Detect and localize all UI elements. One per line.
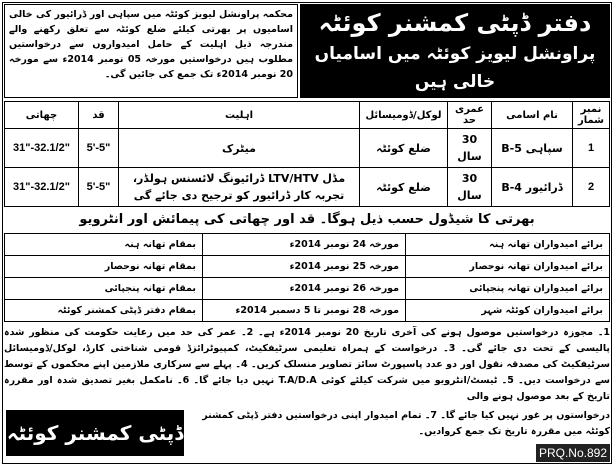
notes-main: 1۔ مجوزہ درخواستیں موصول ہونے کی آخری تاریخ 20 نومبر 2014ء ہے۔ 2۔ عمر کی حد میں رعایت حکومت کی منظور شدہ پالیسی کے تحت دی جائے گی۔ 3۔ درخواست کے ہمراہ تعلیمی سرٹیفکیٹ، کمپیوٹرائزڈ قومی شناختی کارڈ، لوکل/ڈومیسائل سرٹیفکیٹ کی مصدقہ نقول اور دو عدد پاسپورٹ سائز تصاویر منسلک کریں۔ 4۔ پہلے سے سرکاری ملازمین اپنے محکموں کے توسط سے درخواست دیں۔ 5۔ ٹیسٹ/انٹرویو میں شرکت کیلئے کوئی T.A/D.A نہیں دیا جائے گا۔ 6۔ نامکمل بغیر تصدیق شدہ اور مقررہ تاریخ کے بعد موصول ہونے والی: [4, 327, 611, 402]
bottom-section: [4, 408, 610, 462]
cell: برائے امیدواران کوئٹہ شہر: [406, 300, 610, 322]
cell: مورخہ 24 نومبر 2014ء: [203, 234, 406, 256]
signature-block: ڈپٹی کمشنر کوئٹہ: [6, 410, 184, 456]
prq-number: PRQ.No.892: [536, 444, 610, 462]
cell: بمقام دفتر ڈپٹی کمشنر کوئٹہ: [5, 300, 203, 322]
notes-last: درخواستوں پر غور نہیں کیا جائے گا۔ 7۔ تمام امیدوار اپنی درخواستیں دفتر ڈپٹی کمشنر کوئٹہ میں مقررہ تاریخ تک جمع کروادیں۔: [202, 410, 610, 437]
table-header-row: [5, 102, 610, 129]
table-row: [5, 278, 610, 300]
col-header: عمری حد: [448, 102, 492, 129]
ad-border: [2, 2, 612, 464]
cell: برائے امیدواران تھانہ ہنہ: [406, 234, 610, 256]
cell: سپاہی B-5: [492, 129, 573, 168]
table-row: [5, 168, 610, 207]
cell: مورخہ 25 نومبر 2014ء: [203, 256, 406, 278]
bottom-right: [190, 408, 610, 462]
col-header: قد: [79, 102, 119, 129]
cell: بمقام تھانہ ہنہ: [5, 234, 203, 256]
cell: ضلع کوئٹہ: [360, 129, 448, 168]
table-row: [5, 256, 610, 278]
cell: 2: [573, 168, 610, 207]
table-row: [5, 234, 610, 256]
cell: بمقام تھانہ نوحصار: [5, 256, 203, 278]
cell: برائے امیدواران تھانہ پنجپائی: [406, 278, 610, 300]
cell: 30 سال: [448, 129, 492, 168]
col-header: لوکل/ڈومیسائل: [360, 102, 448, 129]
table-row: [5, 129, 610, 168]
schedule-table: [4, 233, 610, 322]
cell: 31"-32.1/2": [5, 168, 79, 207]
posts-table: [4, 101, 610, 207]
intro-text: محکمہ پراونشل لیویز کوئٹہ میں سپاہی اور ڈرائیور کی خالی اسامیوں پر بھرتی کیلئے ضلع کوئٹہ سے تعلق رکھنے والے مندرجہ ذیل اہلیت کے حامل امیدواروں سے درخواستیں مطلوب ہیں درخواستیں مورخہ 05 نومبر 2014ء سے مورخہ 20 نومبر 2014ء تک جمع کی جائیں گی۔: [4, 4, 298, 98]
col-header: چھاتی: [5, 102, 79, 129]
cell: 1: [573, 129, 610, 168]
header-subtitle: پراونشل لیویز کوئٹہ میں اسامیاں خالی ہیں: [314, 44, 596, 92]
cell: مڈل LTV/HTV ڈرائیونگ لائسنس ہولڈر، تجربہ کار ڈرائیور کو ترجیح دی جائے گی: [119, 168, 360, 207]
ad-header: [300, 4, 610, 98]
top-section: [4, 4, 610, 98]
col-header: نام اسامی: [492, 102, 573, 129]
col-header: نمبرشمار: [573, 102, 610, 129]
cell: ڈرائیور B-4: [492, 168, 573, 207]
cell: 5'-5": [79, 168, 119, 207]
cell: 31"-32.1/2": [5, 129, 79, 168]
table-row: [5, 300, 610, 322]
col-header: اہلیت: [119, 102, 360, 129]
cell: 5'-5": [79, 129, 119, 168]
cell: مورخہ 28 نومبر تا 5 دسمبر 2014ء: [203, 300, 406, 322]
cell: بمقام تھانہ پنجپائی: [5, 278, 203, 300]
cell: مورخہ 26 نومبر 2014ء: [203, 278, 406, 300]
cell: 30 سال: [448, 168, 492, 207]
cell: میٹرک: [119, 129, 360, 168]
header-title: دفتر ڈپٹی کمشنر کوئٹہ: [318, 9, 592, 37]
cell: برائے امیدواران تھانہ نوحصار: [406, 256, 610, 278]
cell: ضلع کوئٹہ: [360, 168, 448, 207]
schedule-heading: بھرتی کا شیڈول حسب ذیل ہوگا۔ قد اور چھاتی کی پیمائش اور انٹرویو: [79, 212, 535, 227]
